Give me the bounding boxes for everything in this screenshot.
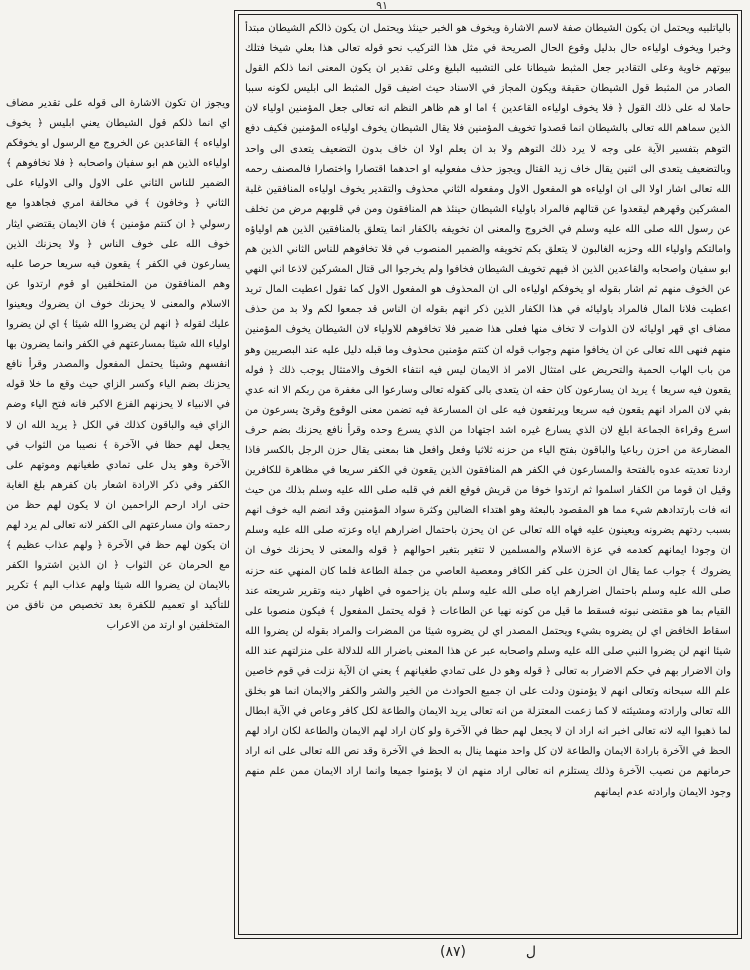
main-commentary-text: بالياتلبيه ويحتمل ان يكون الشيطان صفة لاسم الاشارة ويخوف هو الخبر حينئذ ويحتمل ان يكون ذالكم الشيطان مبتدأ وخبرا ويخوف اولياءه حال بدليل وقوع الحال الصريحة في مثل هذا التركيب نحو قوله تعالى هذا بعلي شيخا فتلك بيوتهم خاوية وعلى التقادير جعل المثبط شيطانا على التشبيه البليغ وعلى تقدير ان يكون المعنى انما ذلكم القول الصادر من المثبط قول الشيطان حقيقة ويكون المجاز في الاسناد حيث اضيف قول المثبط الى ابليس لكونه سببا حاملا له على ذلك القول ﴿ فلا يخوف اولياءه القاعدين ﴾ اما او هم ظاهر النظم انه تعالى جعل المؤمنين اولياء لان الذين سماهم الله تعالى بالشيطان انما قصدوا تخويف المؤمنين فلا يقال الشيطان يخوف اولياءه المؤمنين فكيف دفع التوهم بتفسير الآية على وجه لا يرد ذلك التوهم ولا بد ان يعلم اولا ان خاف بدون التضعيف يتعدى الى واحد وبالتضعيف يتعدى الى اثنين يقال خاف زيد القتال ويجوز حذف مفعوليه او احدهما اقتصارا واختصارا فالمصنف رحمه الله تعالى اشار اولا الى ان اولياءه هو المفعول الاول ومفعوله الثاني محذوف والتقدير يخوف اولياءه المنافقين غلبة المشركين وقهرهم ليقعدوا عن قتالهم فالمراد باولياء الشيطان حينئذ هم المنافقون ومن في قلوبهم مرض من تخلف عن رسول الله صلى الله عليه وسلم في الخروج والمعنى ان تخويفه بالكفار انما يتعلق بالمنافقين الذين هم اولياؤه وامالتكم واولياء الله وحزبه الغالبون لا يتعلق بكم تخويفه والضمير المنصوب في فلا تخافوهم للناس الثاني الذين هم ابو سفيان واصحابه والقاعدين الذين اذ فيهم تخويف الشيطان فخافوا ولم يخرجوا الى قتال المشركين لاذعا اني النهي عن الخوف منهم ثم اشار بقوله او يخوفكم اولياءه الى ان المحذوف هو المفعول الاول كما تقول اعطيت المال تريد اعطيت فلانا المال فالمراد باوليائه في هذا الكفار الذين ذكر انهم بقوله ان الناس قد جمعوا لكم ولا بد من حذف مضاف اي قهر اوليائه لان الذوات لا تخاف منها فعلى هذا ضمير فلا تخافوهم للاولياء لان الشيطان يخوف المؤمنين منهم فنهى الله تعالى عن ان يخافوا منهم وجواب قوله ان كنتم مؤمنين محذوف وما قبله دليل عليه عند البصريين وهو من باب الهاب الحمية والتحريض على امتثال الامر اذ الايمان ليس فيه انتفاء الخوف والامتثال يوجب ذلك ﴿ فوله يقعون فيه سريعا ﴾ يريد ان يسارعون كان حقه ان يتعدى بالى كقوله تعالى وسارعوا الى مغفرة من ربكم الا انه عدي بفي لان المراد انهم يقعون فيه سريعا ويرتفعون فيه على ان المسارعة فيه تضمن معنى الوقوع وقرئ يسرعون من اسرع وقراءة الجماعة ابلغ لان الذي يسارع غيره اشد اجتهادا من الذي يسرع وحده وقرأ نافع يحزنك بضم حرف المضارعة من احزن رباعيا والباقون بفتح الياء من حزنه ثلاثيا وفعل وافعل هنا بمعنى يقال حزن الرجل بالكسر فاذا اردنا تعديته عدوه بالفتحة والمسارعون في الكفر هم المنافقون الذين يقعون في الكفر سريعا في مظاهرة للكافرين وقيل ان قوما من الكفار اسلموا ثم ارتدوا خوفا من قريش فوقع الغم في قلبه صلى الله عليه وسلم بذلك من حيث انه فات بارتدادهم شيء مما هو المقصود بالبعثة وهو اهتداء الضالين وكثرة سواد المؤمنين وقد انضم اليه خوف انهم بسبب ردتهم يضرونه ويعينون عليه فهاه الله تعالى عن ان يحزن باحتمال اضرارهم اياه وعزته صلى الله عليه وسلم ان وجودا ايمانهم كعدمه في عزة الاسلام والمسلمين لا تتغير بتغير احوالهم ﴿ قوله والمعنى لا يحزنك خوف ان يضروك ﴾ جواب عما يقال ان الحزن على كفر الكافر ومعصية العاصي من جملة الطاعة فلما كان المنهي عنه حزنه صلى الله عليه وسلم باحتمال اضرارهم اياه صلى الله عليه وسلم بان يزاحموه في اظهار دينه وتقرير شريعته عند القيام بما هو مقتضى نبوته فسقط ما قيل من كونه نهيا عن الطاعات ﴿ قوله يحتمل المفعول ﴾ فيكون منصوبا على اسقاط الخافض اي لن يضروه بشيء ويحتمل المصدر اي لن يضروه شيئا من المضرات والمراد بقوله لن يضروا الله شيئا انهم لن يضروا النبي صلى الله عليه وسلم واصحابه عبر عن هذا المعنى باضرار الله للدلالة على منزلتهم عند الله وان الاضرار بهم في حكم الاضرار به تعالى ﴿ قوله وهو دل على تمادي طغيانهم ﴾ يعني ان الآية نزلت في قوم خاصين علم الله سبحانه وتعالى انهم لا يؤمنون ودلت على ان جميع الحوادث من الخير والشر والكفر والايمان انما هو بخلق الله تعالى وارادته ومشيئته لا كما زعمت المعتزلة من انه تعالى يريد الايمان والطاعة لكل كافر وعاص في الآية ابطال لما ذهبوا اليه لانه تعالى اخبر انه اراد ان لا يجعل لهم حظا في الآخرة ولو كان اراد لهم الايمان والطاعة لكان اراد لهم الحظ في الآخرة بارادة الايمان والطاعة لان كل واحد منهما ينال به الحظ في الآخرة وقد نص الله تعالى على انه اراد حرمانهم من نصيب الآخرة وذلك يستلزم انه تعالى اراد منهم ان لا يؤمنوا جميعا وانما اراد الايمان ممن علم منهم وجود الايمان وارادته عدم ايمانهم: [245, 23, 731, 798]
page-footer: [238, 940, 738, 966]
header-page-number: ٩١: [376, 0, 388, 12]
margin-commentary-column: [6, 94, 230, 714]
page-number: (٨٧): [440, 944, 466, 960]
signature-letter: ل: [525, 944, 537, 960]
margin-commentary-text: ويجوز ان تكون الاشارة الى قوله على تقدير مضاف اي انما ذلكم قول الشيطان يعني ابليس ﴿ يخوف اولياءه ﴾ القاعدين عن الخروج مع الرسول او يخوفكم اولياءه الذين هم ابو سفيان واصحابه ﴿ فلا تخافوهم ﴾ الضمير للناس الثاني على الاول والى الاولياء على الثاني ﴿ وخافون ﴾ في مخالفة امري فجاهدوا مع رسولي ﴿ ان كنتم مؤمنين ﴾ فان الايمان يقتضي ايثار خوف الله على خوف الناس ﴿ ولا يحزنك الذين يسارعون في الكفر ﴾ يقعون فيه سريعا حرصا عليه وهم المنافقون من المتخلفين او قوم ارتدوا عن الاسلام والمعنى لا يحزنك خوف ان يضروك ويعينوا عليك لقوله ﴿ انهم لن يضروا الله شيئا ﴾ اي لن يضروا اولياء الله شيئا بمسارعتهم في الكفر وانما يضرون بها انفسهم وشيئا يحتمل المفعول والمصدر وقرأ نافع يحزنك بضم الياء وكسر الزاي حيث وقع ما خلا قوله في الانبياء لا يحزنهم الفزع الاكبر فانه فتح الياء وضم الزاي فيه والباقون كذلك في الكل ﴿ يريد الله ان لا يجعل لهم حظا في الآخرة ﴾ نصيبا من الثواب في الآخرة وهو يدل على تمادي طغيانهم وموتهم على الكفر وفي ذكر الارادة اشعار بان كفرهم بلغ الغاية حتى اراد ارحم الراحمين ان لا يكون لهم حظ من رحمته وان مسارعتهم الى الكفر لانه تعالى لم يرد لهم ان يكون لهم حظ في الآخرة ﴿ ولهم عذاب عظيم ﴾ مع الحرمان عن الثواب ﴿ ان الذين اشتروا الكفر بالايمان لن يضروا الله شيئا ولهم عذاب اليم ﴾ تكرير للتأكيد او تعميم للكفرة بعد تخصيص من نافق من المتخلفين او ارتد من الاعراب: [6, 98, 230, 632]
main-text-frame: [238, 14, 738, 935]
